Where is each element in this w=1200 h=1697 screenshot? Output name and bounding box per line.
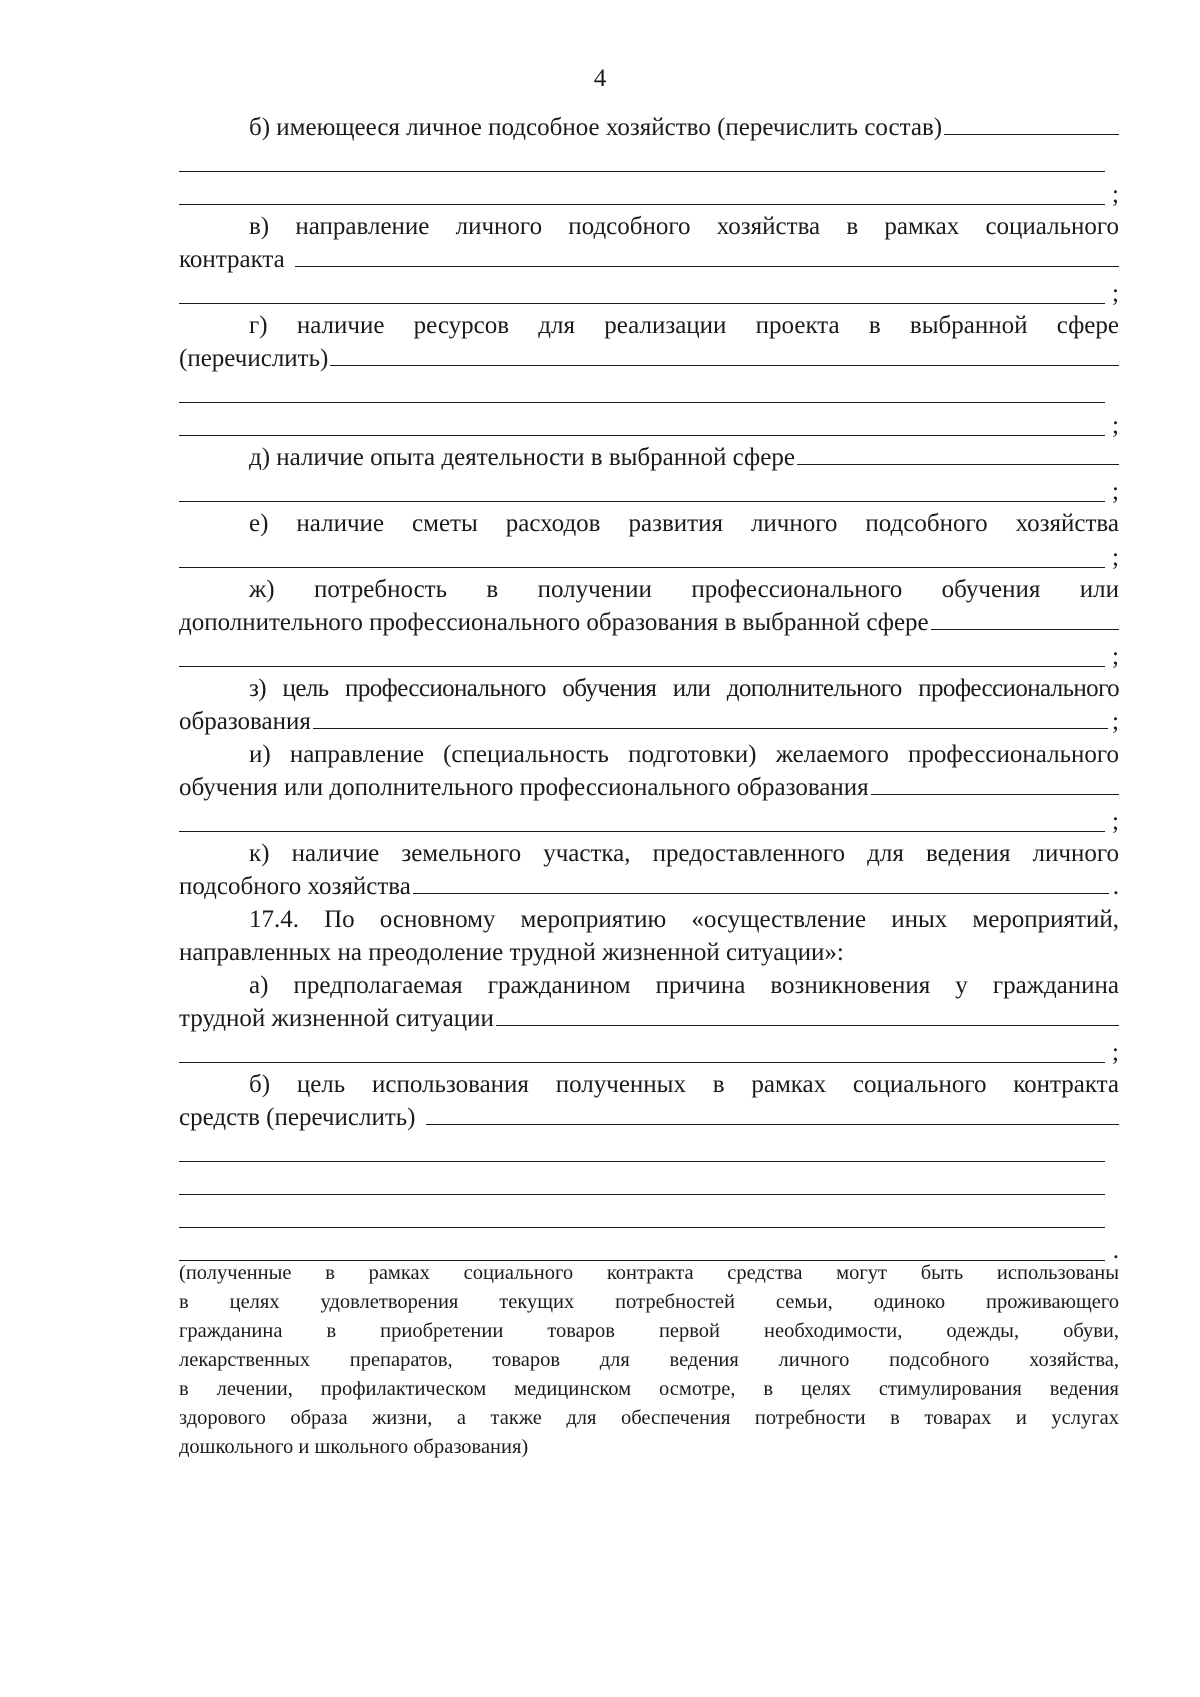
blank-line[interactable] (179, 375, 1119, 408)
item-a-label: а) предполагаемая гражданином причина возникновения у гражданина (249, 972, 1119, 999)
footnote-line: лекарственных препаратов, товаров для ведения личного подсобного хозяйства, (179, 1349, 1119, 1371)
item-i-label-cont: обучения или дополнительного профессионального образования (179, 774, 869, 801)
item-e-label: е) наличие сметы расходов развития личного подсобного хозяйства (249, 510, 1119, 537)
item-k-label: к) наличие земельного участка, предоставленного для ведения личного (249, 840, 1119, 867)
footnote-line: дошкольного и школьного образования) (179, 1436, 529, 1458)
blank-line[interactable] (179, 1167, 1119, 1200)
item-zh-label-cont: дополнительного профессионального образования в выбранной сфере (179, 609, 929, 636)
blank-line[interactable] (179, 639, 1119, 672)
footnote (179, 1259, 1119, 1462)
item-a-field[interactable] (496, 1024, 1119, 1026)
semicolon: ; (1112, 181, 1119, 208)
semicolon: ; (1112, 544, 1119, 571)
item-z-field[interactable] (313, 727, 1108, 729)
item-b2-label-cont: средств (перечислить) (179, 1104, 416, 1131)
item-v-label-cont: контракта (179, 246, 285, 273)
item-k-label-cont: подсобного хозяйства (179, 873, 411, 900)
item-d-line (179, 441, 1119, 474)
blank-line[interactable] (179, 804, 1119, 837)
semicolon: ; (1112, 478, 1119, 505)
item-b-line (179, 111, 1119, 144)
blank-line[interactable] (179, 1134, 1119, 1167)
item-a-line (179, 1002, 1119, 1035)
item-g-field[interactable] (330, 364, 1119, 366)
footnote-line: здорового образа жизни, а также для обеспечения потребности в товарах и услугах (179, 1407, 1119, 1429)
blank-line[interactable] (179, 540, 1119, 573)
item-d-label: д) наличие опыта деятельности в выбранной сфере (249, 444, 795, 471)
form-body (179, 111, 1119, 1266)
semicolon: ; (1112, 708, 1119, 735)
item-z-label-cont: образования (179, 708, 311, 735)
item-v-field[interactable] (295, 265, 1119, 267)
item-z-line (179, 705, 1119, 738)
blank-line[interactable] (179, 1035, 1119, 1068)
item-i-label: и) направление (специальность подготовки) желаемого профессионального (249, 741, 1119, 768)
section-17-4-heading: 17.4. По основному мероприятию «осуществление иных мероприятий, (249, 906, 1119, 933)
blank-line[interactable] (179, 1200, 1119, 1233)
blank-line[interactable] (179, 474, 1119, 507)
footnote-line: (полученные в рамках социального контракта средства могут быть использованы (179, 1262, 1119, 1284)
item-k-line (179, 870, 1119, 903)
item-zh-line (179, 606, 1119, 639)
section-17-4-heading-cont: направленных на преодоление трудной жизненной ситуации»: (179, 939, 844, 966)
item-b2-line (179, 1101, 1119, 1134)
item-v-label: в) направление личного подсобного хозяйства в рамках социального (249, 213, 1119, 240)
item-k-field[interactable] (413, 892, 1109, 894)
footnote-line: в целях удовлетворения текущих потребностей семьи, одиноко проживающего (179, 1291, 1119, 1313)
semicolon: ; (1112, 808, 1119, 835)
item-g-label-cont: (перечислить) (179, 345, 329, 372)
footnote-line: в лечении, профилактическом медицинском осмотре, в целях стимулирования ведения (179, 1378, 1119, 1400)
item-b-label: б) имеющееся личное подсобное хозяйство (перечислить состав) (249, 114, 943, 141)
item-i-line (179, 771, 1119, 804)
item-zh-field[interactable] (931, 628, 1119, 630)
footnote-line: гражданина в приобретении товаров первой необходимости, одежды, обуви, (179, 1320, 1119, 1342)
semicolon: ; (1112, 280, 1119, 307)
item-z-label: з) цель профессионального обучения или дополнительного профессионального (249, 675, 1119, 702)
item-d-field[interactable] (797, 463, 1119, 465)
period: . (1112, 873, 1119, 900)
item-b2-label: б) цель использования полученных в рамках социального контракта (249, 1071, 1119, 1098)
semicolon: ; (1112, 1039, 1119, 1066)
item-g-label: г) наличие ресурсов для реализации проекта в выбранной сфере (249, 312, 1119, 339)
period: . (1112, 1237, 1119, 1264)
item-g-line (179, 342, 1119, 375)
blank-line[interactable] (179, 408, 1119, 441)
item-v-line (179, 243, 1119, 276)
item-zh-label: ж) потребность в получении профессионального обучения или (249, 576, 1119, 603)
blank-line[interactable] (179, 144, 1119, 177)
page-number: 4 (593, 65, 607, 92)
item-b-field[interactable] (944, 133, 1119, 135)
blank-line[interactable] (179, 177, 1119, 210)
semicolon: ; (1112, 643, 1119, 670)
item-b2-field[interactable] (426, 1123, 1120, 1125)
semicolon: ; (1112, 412, 1119, 439)
blank-line[interactable] (179, 276, 1119, 309)
item-a-label-cont: трудной жизненной ситуации (179, 1005, 494, 1032)
item-i-field[interactable] (871, 793, 1119, 795)
